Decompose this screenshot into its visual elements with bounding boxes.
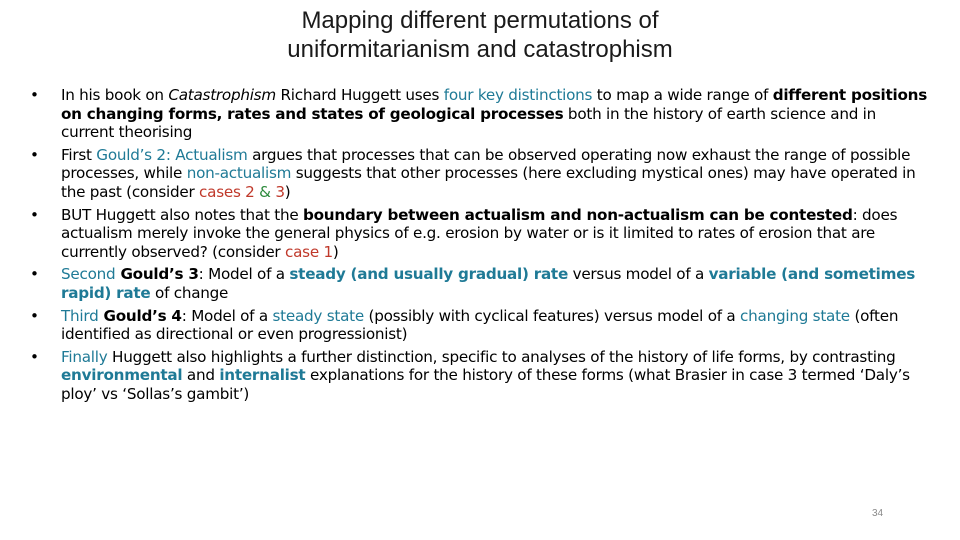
text: : does actualism merely invoke the general physics of e.g. erosion by water or is it limited to rates of erosion that are currently observed? (consider bbox=[61, 205, 898, 261]
title-line-1: Mapping different permutations of bbox=[301, 7, 659, 34]
text: Richard Huggett uses bbox=[275, 86, 444, 104]
text: and bbox=[182, 366, 220, 385]
highlight-changing-state: changing state bbox=[740, 306, 850, 325]
highlight-variable-rate: variable (and sometimes rapid) rate bbox=[61, 265, 916, 302]
text: to map a wide range of bbox=[592, 86, 773, 104]
text: ) bbox=[332, 242, 339, 261]
bold-goulds-4: Gould’s 4 bbox=[98, 306, 182, 325]
highlight-key-distinctions: four key distinctions bbox=[443, 86, 593, 104]
book-title: Catastrophism bbox=[168, 86, 276, 104]
text: First bbox=[61, 145, 97, 164]
bold-goulds-3: Gould’s 3 bbox=[115, 265, 199, 284]
text: versus model of a bbox=[568, 265, 709, 284]
highlight-actualism: Actualism bbox=[175, 145, 248, 164]
text: argues that processes that can be observed operating now exhaust the range of possible processes, while bbox=[61, 145, 911, 183]
text: both in the history of earth science and in current theorising bbox=[61, 104, 877, 142]
highlight-finally: Finally bbox=[61, 347, 108, 366]
text: explanations for the history of these forms (what Brasier in case 3 termed ‘Daly’s ploy’ vs ‘Sollas’s gambit’) bbox=[61, 366, 910, 403]
page-number: 34 bbox=[872, 508, 884, 519]
ampersand: & bbox=[254, 182, 276, 201]
case-ref-1: case 1 bbox=[285, 242, 333, 261]
text: ) bbox=[284, 182, 291, 201]
text: In his book on bbox=[61, 86, 169, 104]
case-ref-2: cases 2 bbox=[199, 182, 255, 201]
text: : Model of a bbox=[198, 265, 290, 284]
bold-positions: different positions on changing forms, rates and states of geological processes bbox=[61, 86, 928, 123]
bullet-list bbox=[30, 86, 930, 408]
highlight-internalist: internalist bbox=[219, 366, 306, 385]
bullet-item-actualism bbox=[30, 146, 930, 202]
bullet-item-life-forms bbox=[30, 348, 930, 404]
bold-boundary: boundary between actualism and non-actualism can be contested bbox=[303, 205, 853, 224]
bullet-item-rate bbox=[30, 265, 930, 302]
case-ref-3: 3 bbox=[275, 182, 285, 201]
bullet-item-huggett-distinctions bbox=[30, 86, 930, 142]
highlight-steady-state: steady state bbox=[272, 306, 364, 325]
highlight-environmental: environmental bbox=[61, 366, 183, 385]
text: BUT Huggett also notes that the bbox=[61, 205, 303, 224]
text: (possibly with cyclical features) versus model of a bbox=[363, 306, 741, 325]
highlight-second: Second bbox=[61, 265, 116, 284]
bullet-item-state bbox=[30, 307, 930, 344]
text: suggests that other processes (here excluding mystical ones) may have operated in the past (consider bbox=[61, 164, 916, 201]
slide-title bbox=[180, 6, 780, 64]
highlight-non-actualism: non-actualism bbox=[186, 164, 292, 183]
title-line-2: uniformitarianism and catastrophism bbox=[287, 36, 673, 63]
text: (often identified as directional or even progressionist) bbox=[61, 306, 899, 344]
text: : Model of a bbox=[181, 306, 273, 325]
highlight-steady-rate: steady (and usually gradual) rate bbox=[289, 265, 568, 284]
highlight-goulds-2: Gould’s 2: bbox=[96, 145, 171, 164]
text: Huggett also highlights a further distinction, specific to analyses of the history of life forms, by contrasting bbox=[107, 347, 896, 366]
text: of change bbox=[150, 283, 229, 302]
highlight-third: Third bbox=[61, 306, 99, 325]
bullet-item-boundary bbox=[30, 206, 930, 262]
